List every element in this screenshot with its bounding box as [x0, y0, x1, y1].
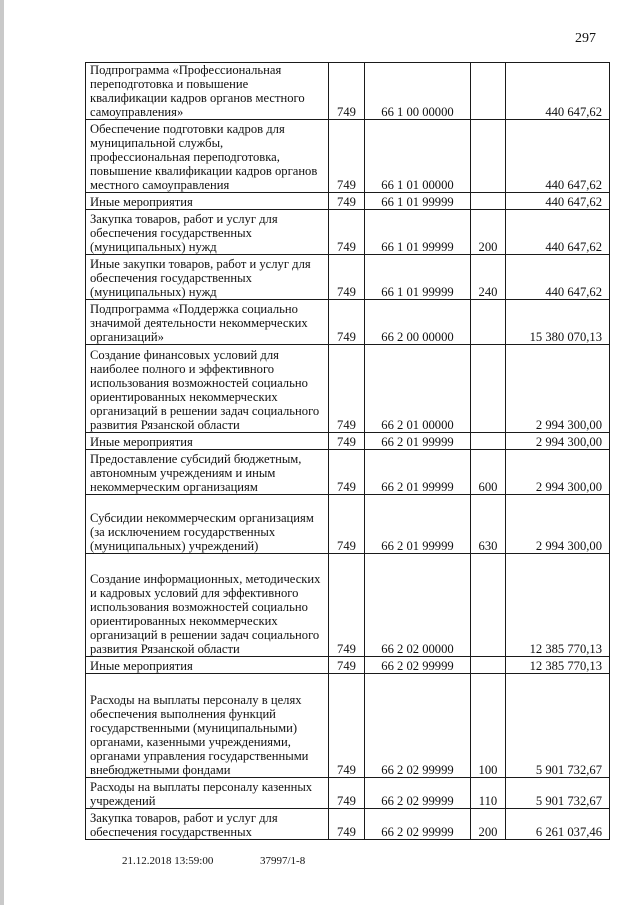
table-row [86, 193, 610, 210]
row-type [471, 554, 506, 657]
row-code: 749 [329, 450, 365, 495]
row-code: 749 [329, 433, 365, 450]
footer-timestamp: 21.12.2018 13:59:00 [122, 855, 214, 867]
row-sum-value: 5 901 732,67 [535, 794, 602, 809]
row-code: 749 [329, 120, 365, 193]
row-sum-value: 440 647,62 [545, 105, 602, 120]
row-type: 200 [471, 809, 506, 840]
table-row [86, 433, 610, 450]
row-code: 749 [329, 657, 365, 674]
row-section: 66 2 01 99999 [365, 495, 471, 554]
row-code: 749 [329, 63, 365, 120]
page-number: 297 [575, 31, 596, 46]
table-row [86, 63, 610, 120]
row-name: Создание финансовых условий для наиболее полного и эффективного использования возможностей социально ориентированных некоммерческих организаций в решении задач социального развития Рязанской области [86, 345, 329, 433]
row-type: 240 [471, 255, 506, 300]
table-row [86, 674, 610, 778]
row-section: 66 2 01 00000 [365, 345, 471, 433]
row-type [471, 300, 506, 345]
table-row [86, 554, 610, 657]
row-type: 630 [471, 495, 506, 554]
row-name: Расходы на выплаты персоналу в целях обеспечения выполнения функций государственными (муниципальными) органами, казенными учреждениями, органами управления государственными внебюджетными фондами [86, 674, 329, 778]
footer-document-number: 37997/1-8 [260, 855, 306, 867]
row-sum-value: 440 647,62 [545, 285, 602, 300]
row-sum-value: 2 994 300,00 [535, 418, 602, 433]
row-section: 66 2 02 99999 [365, 674, 471, 778]
row-sum-value: 2 994 300,00 [535, 435, 602, 450]
row-name: Закупка товаров, работ и услуг для обеспечения государственных [86, 809, 329, 840]
row-name: Создание информационных, методических и кадровых условий для эффективного использования возможностей социально ориентированных некоммерческих организаций в решении задач социального развития Рязанской области [86, 554, 329, 657]
row-section: 66 1 01 99999 [365, 193, 471, 210]
row-name: Субсидии некоммерческим организациям (за исключением государственных (муниципальных) учреждений) [86, 495, 329, 554]
row-sum [506, 657, 610, 674]
row-sum [506, 554, 610, 657]
row-section: 66 1 01 99999 [365, 210, 471, 255]
row-name: Подпрограмма «Поддержка социально значимой деятельности некоммерческих организаций» [86, 300, 329, 345]
scan-edge [0, 0, 4, 905]
row-section: 66 1 00 00000 [365, 63, 471, 120]
row-name: Подпрограмма «Профессиональная переподготовка и повышение квалификации кадров органов местного самоуправления» [86, 63, 329, 120]
table-row [86, 657, 610, 674]
table-row [86, 809, 610, 840]
budget-table-body [86, 63, 610, 840]
table-row [86, 450, 610, 495]
row-type [471, 657, 506, 674]
row-sum-value: 2 994 300,00 [535, 480, 602, 495]
row-sum [506, 495, 610, 554]
row-name: Закупка товаров, работ и услуг для обеспечения государственных (муниципальных) нужд [86, 210, 329, 255]
row-sum [506, 210, 610, 255]
table-row [86, 255, 610, 300]
row-type [471, 193, 506, 210]
row-sum-value: 6 261 037,46 [535, 825, 602, 840]
row-sum-value: 12 385 770,13 [529, 659, 602, 674]
row-section: 66 2 01 99999 [365, 433, 471, 450]
table-row [86, 120, 610, 193]
row-sum [506, 778, 610, 809]
row-code: 749 [329, 495, 365, 554]
row-sum [506, 450, 610, 495]
row-sum-value: 440 647,62 [545, 240, 602, 255]
table-row [86, 495, 610, 554]
row-sum [506, 300, 610, 345]
row-type: 110 [471, 778, 506, 809]
table-row [86, 210, 610, 255]
row-name: Иные мероприятия [86, 657, 329, 674]
row-type [471, 345, 506, 433]
row-sum-value: 440 647,62 [545, 195, 602, 210]
row-code: 749 [329, 193, 365, 210]
row-sum [506, 63, 610, 120]
row-section: 66 2 02 00000 [365, 554, 471, 657]
row-name: Обеспечение подготовки кадров для муниципальной службы, профессиональная переподготовка, повышение квалификации кадров органов местного самоуправления [86, 120, 329, 193]
row-code: 749 [329, 809, 365, 840]
row-type [471, 433, 506, 450]
row-type [471, 120, 506, 193]
row-section: 66 2 02 99999 [365, 778, 471, 809]
row-code: 749 [329, 778, 365, 809]
row-code: 749 [329, 674, 365, 778]
row-name: Иные закупки товаров, работ и услуг для обеспечения государственных (муниципальных) нужд [86, 255, 329, 300]
row-type [471, 63, 506, 120]
row-section: 66 2 02 99999 [365, 657, 471, 674]
row-code: 749 [329, 554, 365, 657]
row-sum [506, 345, 610, 433]
row-sum [506, 433, 610, 450]
row-section: 66 1 01 99999 [365, 255, 471, 300]
table-row [86, 345, 610, 433]
row-name: Расходы на выплаты персоналу казенных учреждений [86, 778, 329, 809]
row-code: 749 [329, 255, 365, 300]
row-code: 749 [329, 210, 365, 255]
row-type: 200 [471, 210, 506, 255]
row-type: 100 [471, 674, 506, 778]
budget-table [85, 62, 610, 840]
row-sum-value: 2 994 300,00 [535, 539, 602, 554]
row-sum-value: 5 901 732,67 [535, 763, 602, 778]
table-row [86, 778, 610, 809]
row-sum [506, 255, 610, 300]
row-name: Иные мероприятия [86, 433, 329, 450]
table-row [86, 300, 610, 345]
row-sum [506, 120, 610, 193]
row-section: 66 2 02 99999 [365, 809, 471, 840]
row-sum-value: 440 647,62 [545, 178, 602, 193]
row-sum-value: 12 385 770,13 [529, 642, 602, 657]
row-section: 66 2 01 99999 [365, 450, 471, 495]
row-sum [506, 193, 610, 210]
row-section: 66 1 01 00000 [365, 120, 471, 193]
row-sum [506, 674, 610, 778]
row-sum [506, 809, 610, 840]
row-code: 749 [329, 300, 365, 345]
row-sum-value: 15 380 070,13 [529, 330, 602, 345]
row-code: 749 [329, 345, 365, 433]
row-section: 66 2 00 00000 [365, 300, 471, 345]
row-name: Предоставление субсидий бюджетным, автономным учреждениям и иным некоммерческим организациям [86, 450, 329, 495]
row-type: 600 [471, 450, 506, 495]
row-name: Иные мероприятия [86, 193, 329, 210]
